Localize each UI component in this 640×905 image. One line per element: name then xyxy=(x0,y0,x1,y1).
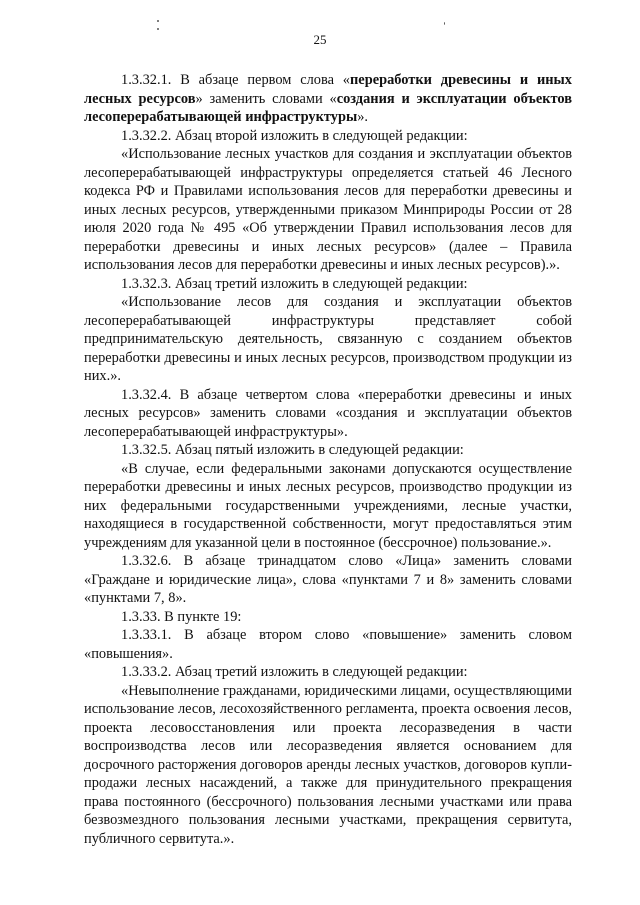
scan-speck xyxy=(157,28,159,30)
quote-paragraph-non-compliance xyxy=(84,682,572,849)
text-segment: 1.3.33.1. В абзаце втором слово «повышение» заменить словом «повышения». xyxy=(84,627,572,662)
paragraph-1-3-32-2 xyxy=(84,127,572,146)
paragraph-1-3-32-5 xyxy=(84,441,572,460)
paragraph-1-3-33 xyxy=(84,608,572,627)
bold-text-segment: переработки древесины и иных лесных ресурсов xyxy=(84,72,572,107)
paragraph-1-3-32-4 xyxy=(84,386,572,442)
text-segment: «Невыполнение гражданами, юридическими лицами, осуществляющими использование лесов, лесохозяйственного регламента, проекта освоения лесов, проекта лесовосстановления или проекта лесоразведения в части воспроизводства лесов или лесоразведения является основанием для досрочного расторжения договоров аренды лесных участков, договоров купли-продажи лесных насаждений, а также для принудительного прекращения права постоянного (бессрочного) пользования лесными участками или права безвозмездного пользования лесными участками, прекращения сервитута, публичного сервитута.». xyxy=(84,682,572,847)
text-segment: » заменить словами « xyxy=(195,90,337,107)
text-segment: 1.3.32.1. В абзаце первом слова « xyxy=(121,72,351,88)
text-segment: 1.3.33. В пункте 19: xyxy=(121,608,242,625)
page-number: 25 xyxy=(313,32,327,47)
scan-speck xyxy=(157,20,159,22)
text-segment: 1.3.33.2. Абзац третий изложить в следующей редакции: xyxy=(121,664,468,680)
paragraph-1-3-32-6 xyxy=(84,552,572,608)
scan-speck xyxy=(444,22,445,25)
bold-text-segment: создания и эксплуатации объектов лесоперерабатывающей инфраструктуры xyxy=(84,90,572,125)
quote-paragraph-federal-laws xyxy=(84,460,572,553)
text-segment: 1.3.32.4. В абзаце четвертом слова «переработки древесины и иных лесных ресурсов» заменить словами «создания и эксплуатации объектов лесоперерабатывающей инфраструктуры». xyxy=(84,386,572,440)
paragraph-1-3-32-3 xyxy=(84,275,572,294)
paragraph-1-3-33-2 xyxy=(84,663,572,682)
quote-paragraph-usage-rules xyxy=(84,145,572,275)
text-segment: 1.3.32.3. Абзац третий изложить в следующей редакции: xyxy=(121,275,468,292)
text-segment: ». xyxy=(357,109,368,125)
text-segment: «Использование лесных участков для создания и эксплуатации объектов лесоперерабатывающей инфраструктуры определяется статьей 46 Лесного кодекса РФ и Правилами использования лесов для переработки древесины и иных лесных ресурсов, утвержденными приказом Минприроды России от 28 июля 2020 года № 495 «Об утверждении Правил использования лесов для переработки древесины и иных лесных ресурсов» (далее – Правила использования лесов для переработки древесины и иных лесных ресурсов).». xyxy=(84,146,572,273)
paragraph-1-3-32-1 xyxy=(84,71,572,127)
text-segment: «В случае, если федеральными законами допускаются осуществление переработки древесины и иных лесных ресурсов, производство продукции из них федеральными государственными учреждениями, лесные участки, находящиеся в государственной собственности, могут предоставляться этим учреждениям для указанной цели в постоянное (бессрочное) пользование.». xyxy=(84,460,572,551)
text-segment: 1.3.32.6. В абзаце тринадцатом слово «Лица» заменить словами «Граждане и юридические лица», слова «пунктами 7 и 8» заменить словами «пунктами 7, 8». xyxy=(84,553,572,606)
text-segment: «Использование лесов для создания и эксплуатации объектов лесоперерабатывающей инфраструктуры представляет собой предпринимательскую деятельность, связанную с созданием объектов переработки древесины и иных лесных ресурсов, производством продукции из них.». xyxy=(84,294,572,384)
document-body xyxy=(84,71,572,848)
text-segment: 1.3.32.5. Абзац пятый изложить в следующей редакции: xyxy=(121,442,464,458)
text-segment: 1.3.32.2. Абзац второй изложить в следующей редакции: xyxy=(121,127,468,144)
quote-paragraph-entrepreneurial-activity xyxy=(84,293,572,386)
paragraph-1-3-33-1 xyxy=(84,626,572,663)
